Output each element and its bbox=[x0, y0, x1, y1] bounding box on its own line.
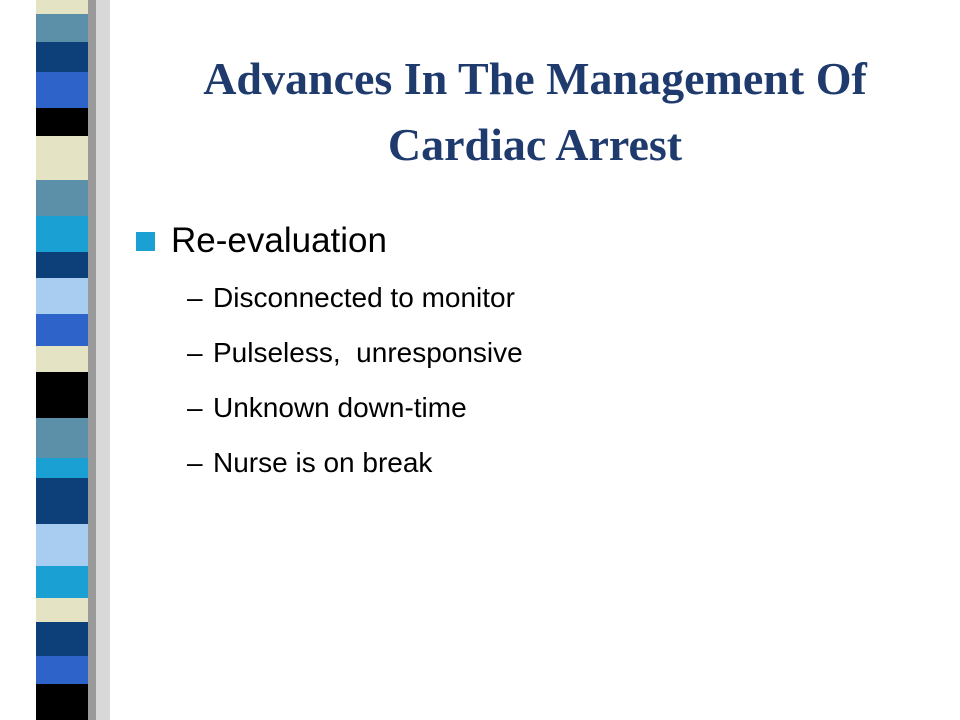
title-line-2: Cardiac Arrest bbox=[387, 119, 683, 170]
dash-marker: – bbox=[187, 391, 203, 423]
dash-marker: – bbox=[187, 336, 203, 368]
square-bullet-icon bbox=[136, 232, 155, 251]
slide-body bbox=[136, 214, 936, 490]
decorative-left-strip bbox=[0, 0, 110, 720]
sub-bullet-item bbox=[187, 325, 936, 380]
bullet-text: Re-evaluation bbox=[171, 221, 387, 260]
sub-bullet-item bbox=[187, 380, 936, 435]
title-line-1: Advances In The Management Of bbox=[203, 53, 867, 104]
slide-title bbox=[120, 46, 950, 178]
sub-bullet-text: Pulseless, unresponsive bbox=[213, 336, 523, 368]
bullet-item bbox=[136, 214, 936, 268]
sub-bullet-item bbox=[187, 270, 936, 325]
sub-bullet-text: Unknown down-time bbox=[213, 391, 467, 423]
dash-marker: – bbox=[187, 446, 203, 478]
mosaic-strip-graphic bbox=[0, 0, 110, 720]
sub-bullet-text: Disconnected to monitor bbox=[213, 281, 515, 313]
sub-bullet-item bbox=[187, 435, 936, 490]
sub-bullet-text: Nurse is on break bbox=[213, 446, 433, 478]
sub-bullet-list bbox=[136, 270, 936, 490]
dash-marker: – bbox=[187, 281, 203, 313]
